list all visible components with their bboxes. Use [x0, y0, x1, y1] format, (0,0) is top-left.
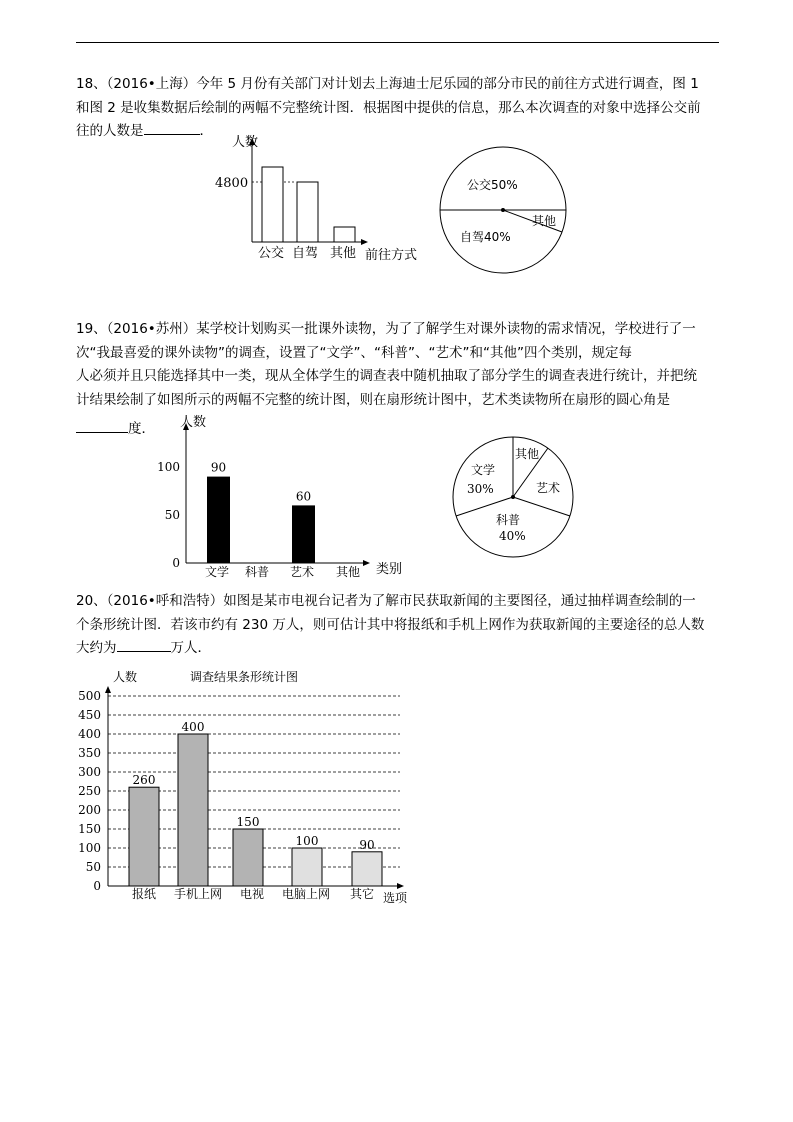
q20-ytick-label: 500 — [78, 689, 101, 703]
q18-category-label: 自驾 — [292, 246, 319, 261]
q19-category-label: 文学 — [205, 565, 230, 579]
q20-category-label: 电脑上网 — [282, 887, 331, 901]
q18-pie-label-bus: 公交50% — [467, 178, 518, 192]
q20-ytick-label: 50 — [85, 860, 101, 874]
q20-bar-value-label: 260 — [132, 773, 156, 788]
q20-line1: 20、（2016•呼和浩特）如图是某市电视台记者为了解市民获取新闻的主要图径，通过抽样调查绘制的一 — [76, 593, 696, 609]
q20-bar-报纸 — [129, 787, 159, 886]
q19-pie-pct-science: 40% — [499, 529, 526, 543]
q18-xlabel: 前往方式 — [365, 248, 418, 263]
q19-ylabel: 人数 — [180, 415, 207, 430]
q20-ytick-label: 300 — [78, 765, 101, 779]
q19-category-label: 艺术 — [290, 565, 315, 579]
q20-category-label: 报纸 — [132, 887, 157, 901]
q19-line1: 19、（2016•苏州）某学校计划购买一批课外读物，为了了解学生对课外读物的需求情况，学校进行了一 — [76, 321, 696, 337]
q19-bar-value-label: 60 — [295, 489, 312, 504]
q19-pie-label-literature: 文学 — [471, 463, 496, 477]
q20-bar-value-label: 100 — [295, 834, 319, 848]
q20-chart-title: 调查结果条形统计图 — [190, 670, 299, 684]
q20-ytick-label: 400 — [78, 727, 101, 741]
q18-pie-label-drive: 自驾40% — [460, 230, 511, 244]
q20-ytick-label: 350 — [78, 746, 101, 760]
q18-line1: 18、（2016•上海）今年 5 月份有关部门对计划去上海迪士尼乐园的部分市民的前往方式进行调查，图 1 — [76, 76, 699, 92]
q20-bar-手机上网 — [178, 734, 208, 886]
q19-xlabel: 类别 — [376, 562, 403, 577]
q20-bar-电视 — [233, 829, 263, 886]
q20-ytick-label: 450 — [78, 708, 101, 722]
q20-ytick-label: 150 — [78, 822, 101, 836]
q19-pie-label-science: 科普 — [496, 513, 521, 527]
q19-ytick-label: 0 — [172, 556, 180, 570]
q19-pie-pct-literature: 30% — [467, 482, 494, 496]
q18-pie-label-other: 其他 — [532, 214, 557, 228]
q19-bar-value-label: 90 — [210, 460, 227, 475]
q18-category-label: 其他 — [330, 246, 357, 261]
q19-ytick-label: 100 — [157, 460, 180, 474]
q20-bar-value-label: 90 — [359, 837, 375, 852]
q18-ytick-label: 4800 — [215, 176, 249, 191]
q18-category-label: 公交 — [258, 246, 285, 261]
q20-xlabel: 选项 — [383, 891, 408, 905]
q19-line2: 次“我最喜爱的课外读物”的调查，设置了“文学”、“科普”、“艺术”和“其他”四个类别，规定每 — [76, 344, 632, 361]
q19-ytick-label: 50 — [164, 508, 180, 522]
q20-bar-电脑上网 — [292, 848, 322, 886]
q19-line4: 计结果绘制了如图所示的两幅不完整的统计图，则在扇形统计图中，艺术类读物所在扇形的圆心角是 — [76, 391, 670, 408]
q18-line2: 和图 2 是收集数据后绘制的两幅不完整统计图．根据图中提供的信息，那么本次调查的对象中选择公交前 — [76, 99, 701, 116]
q19-category-label: 其他 — [336, 565, 361, 579]
q20-category-label: 其它 — [350, 887, 375, 901]
q19-pie-label-other: 其他 — [515, 447, 540, 461]
q20-x-axis-arrow — [397, 883, 404, 889]
q20-ytick-label: 200 — [78, 803, 101, 817]
q20-bar-其它 — [352, 852, 382, 886]
q19-line3: 人必须并且只能选择其中一类，现从全体学生的调查表中随机抽取了部分学生的调查表进行统计，并把统 — [76, 368, 697, 384]
q20-y-axis-arrow — [105, 686, 111, 693]
q20-ylabel: 人数 — [113, 670, 138, 684]
q19-pie-label-art: 艺术 — [536, 481, 561, 495]
q20-category-label: 手机上网 — [174, 887, 223, 901]
q20-bar-value-label: 400 — [181, 720, 205, 734]
q20-bar-value-label: 150 — [236, 815, 260, 829]
q20-ytick-label: 250 — [78, 784, 101, 798]
q18-ylabel: 人数 — [232, 135, 259, 150]
q20-line2: 个条形统计图．若该市约有 230 万人，则可估计其中将报纸和手机上网作为获取新闻的主要途径的总人数 — [76, 616, 705, 633]
q18-line3: 往的人数是 ． — [76, 120, 721, 144]
q20-ytick-label: 100 — [78, 841, 101, 855]
q19-line5: 度． — [76, 418, 721, 442]
q20-category-label: 电视 — [240, 887, 265, 901]
q20-line3: 大约为 万人． — [76, 637, 721, 661]
q19-category-label: 科普 — [245, 565, 270, 579]
q20-ytick-label: 0 — [93, 879, 101, 893]
